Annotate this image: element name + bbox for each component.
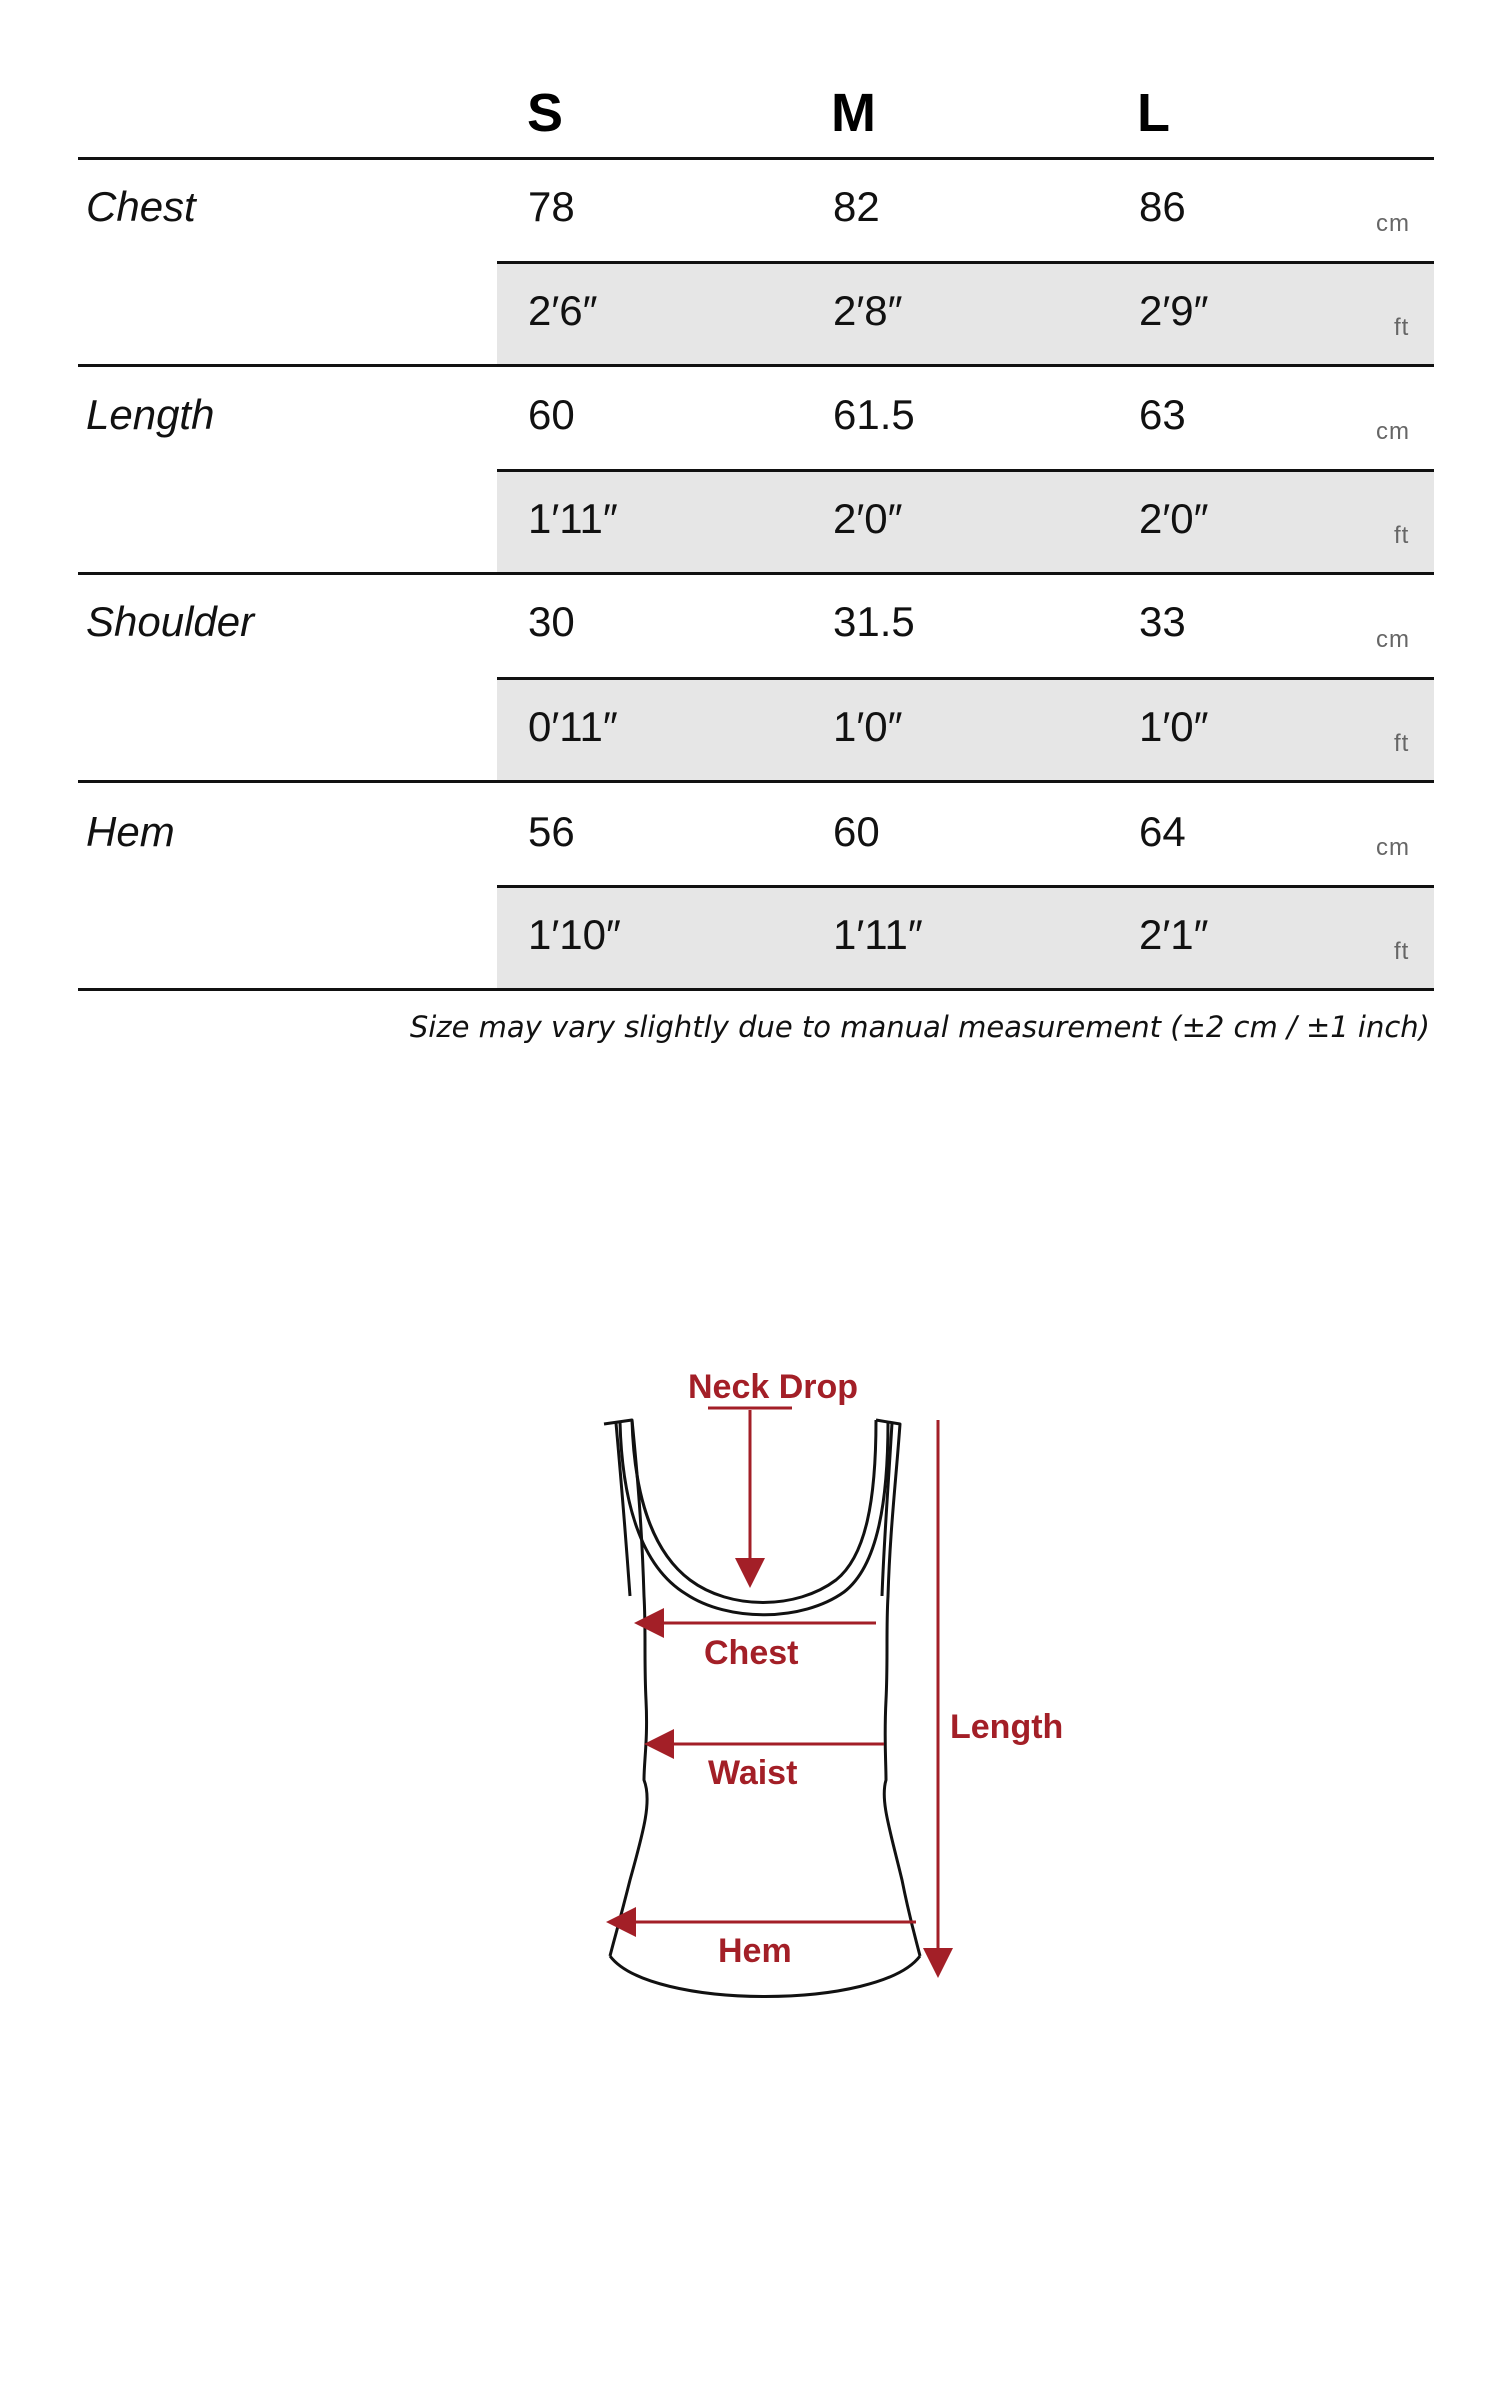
chest-label: Chest [704, 1634, 799, 1672]
tank-top-illustration [560, 1360, 1100, 2000]
length-m-cm: 61.5 [833, 391, 915, 438]
neck-drop-label: Neck Drop [688, 1368, 859, 1406]
shoulder-cm-unit: cm [1376, 626, 1410, 653]
length-label: Length [950, 1708, 1064, 1746]
hem-ft-unit: ft [1394, 938, 1410, 965]
chest-l-ft: 2′9″ [1139, 287, 1209, 334]
waist-marker [650, 1744, 884, 1792]
shoulder-ft-band [497, 680, 1434, 780]
shoulder-ft-unit: ft [1394, 730, 1410, 757]
chest-m-cm: 82 [833, 183, 880, 230]
row-label-hem: Hem [86, 808, 175, 855]
table-bottom-rule [78, 988, 1434, 991]
length-m-ft: 2′0″ [833, 495, 903, 542]
row-divider-1 [78, 364, 1434, 367]
shoulder-l-ft: 1′0″ [1139, 703, 1209, 750]
length-ft-unit: ft [1394, 522, 1410, 549]
chest-cm-unit: cm [1376, 210, 1410, 237]
shoulder-m-cm: 31.5 [833, 598, 915, 645]
chest-l-cm: 86 [1139, 183, 1186, 230]
chest-marker [640, 1623, 876, 1672]
length-ft-band [497, 472, 1434, 572]
row-divider-3 [78, 780, 1434, 783]
chest-s-ft: 2′6″ [528, 287, 598, 334]
row-label-length: Length [86, 391, 215, 438]
hem-s-ft: 1′10″ [528, 911, 621, 958]
hem-m-cm: 60 [833, 808, 880, 855]
length-s-cm: 60 [528, 391, 575, 438]
length-s-ft: 1′11″ [528, 495, 618, 542]
measurement-note: Size may vary slightly due to manual measurement (±2 cm / ±1 inch) [409, 1010, 1430, 1044]
waist-label: Waist [708, 1754, 798, 1792]
hem-cm-unit: cm [1376, 834, 1410, 861]
hem-ft-band [497, 888, 1434, 988]
measurement-diagram [560, 1360, 1100, 2000]
shoulder-s-ft: 0′11″ [528, 703, 618, 750]
row-label-shoulder: Shoulder [86, 598, 255, 645]
hem-s-cm: 56 [528, 808, 575, 855]
tank-top-outline [604, 1420, 920, 1997]
length-marker [938, 1420, 1063, 1972]
column-header-s: S [527, 83, 564, 143]
hem-m-ft: 1′11″ [833, 911, 923, 958]
hem-l-cm: 64 [1139, 808, 1186, 855]
length-l-cm: 63 [1139, 391, 1186, 438]
column-header-m: M [831, 83, 876, 143]
row-label-chest: Chest [86, 183, 196, 230]
chest-ft-unit: ft [1394, 314, 1410, 341]
length-cm-unit: cm [1376, 418, 1410, 445]
neck-drop-marker [688, 1368, 858, 1582]
shoulder-l-cm: 33 [1139, 598, 1186, 645]
hem-l-ft: 2′1″ [1139, 911, 1209, 958]
chest-ft-band [497, 264, 1434, 364]
shoulder-m-ft: 1′0″ [833, 703, 903, 750]
chest-m-ft: 2′8″ [833, 287, 903, 334]
chest-s-cm: 78 [528, 183, 575, 230]
shoulder-s-cm: 30 [528, 598, 575, 645]
hem-label: Hem [718, 1932, 792, 1970]
table-top-rule [78, 157, 1434, 160]
row-divider-2 [78, 572, 1434, 575]
hem-marker [612, 1922, 916, 1970]
length-l-ft: 2′0″ [1139, 495, 1209, 542]
column-header-l: L [1137, 83, 1170, 143]
